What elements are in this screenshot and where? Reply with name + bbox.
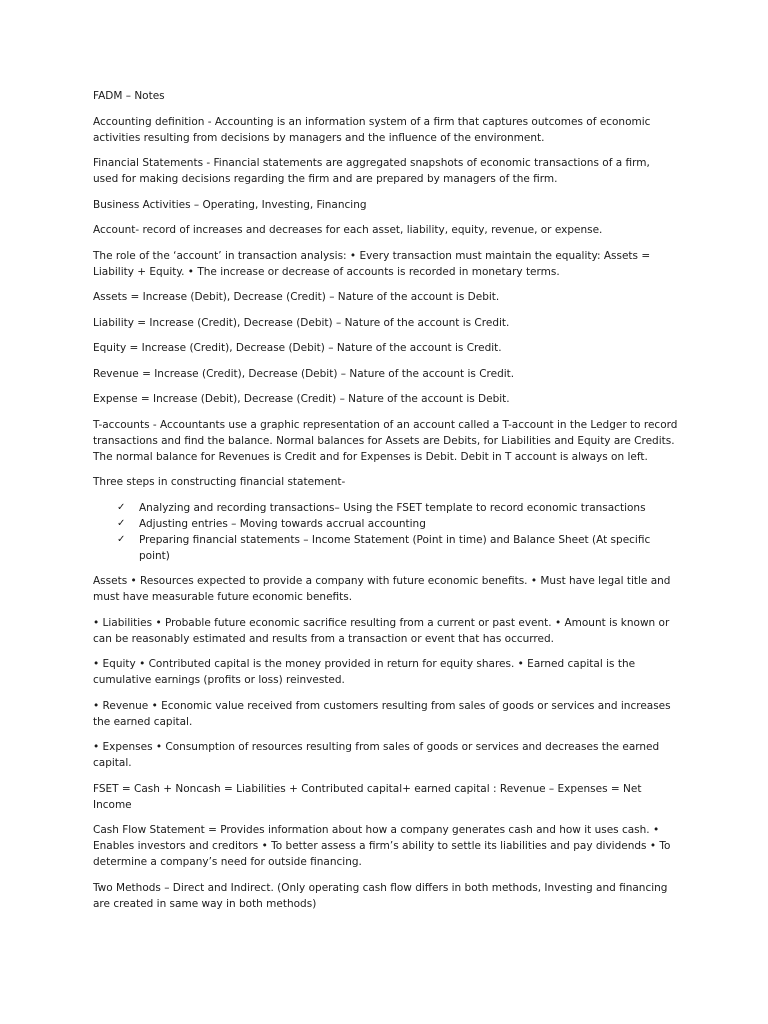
paragraph-liabilities: • Liabilities • Probable future economic sacrifice resulting from a current or past event. • Amount is known or can be reasonably estimated and results from a transaction or event that has occurred. xyxy=(93,616,670,645)
checklist-item xyxy=(93,516,678,532)
paragraph-revenue: • Revenue • Economic value received from customers resulting from sales of goods or services and increases the earned capital. xyxy=(93,699,671,728)
paragraph-t-accounts: T-accounts - Accountants use a graphic representation of an account called a T-account in the Ledger to record transactions and find the balance. Normal balances for Assets are Debits, for Liabilities and Equity are Credits. The normal balance for Revenues is Credit and for Expenses is Debit. Debit in T account is always on left. xyxy=(93,418,678,463)
paragraph-expense-rule: Expense = Increase (Debit), Decrease (Credit) – Nature of the account is Debit. xyxy=(93,393,510,405)
paragraph-expenses: • Expenses • Consumption of resources resulting from sales of goods or services and decreases the earned capital. xyxy=(93,741,660,769)
paragraph-accounting-definition: Accounting definition - Accounting is an information system of a firm that captures outcomes of economic activities resulting from decisions by managers and the influence of the environment. xyxy=(93,115,651,144)
document-title: FADM – Notes xyxy=(93,90,165,102)
check-mark-icon: ✓ xyxy=(117,533,126,545)
paragraph-fset: FSET = Cash + Noncash = Liabilities + Contributed capital+ earned capital : Revenue – Expenses = Net Income xyxy=(93,782,642,811)
paragraph-assets: Assets • Resources expected to provide a company with future economic benefits. • Must have legal title and must have measurable future economic benefits. xyxy=(93,575,671,603)
checklist-item-text: Adjusting entries – Moving towards accrual accounting xyxy=(139,517,426,530)
paragraph-equity-rule: Equity = Increase (Credit), Decrease (Debit) – Nature of the account is Credit. xyxy=(93,342,502,354)
paragraph-two-methods: Two Methods – Direct and Indirect. (Only operating cash flow differs in both methods, Investing and financing are created in same way in both methods) xyxy=(93,881,668,910)
paragraph-three-steps: Three steps in constructing financial statement- xyxy=(93,476,346,488)
paragraph-liability-rule: Liability = Increase (Credit), Decrease (Debit) – Nature of the account is Credit. xyxy=(93,316,510,329)
checklist-item-text: Analyzing and recording transactions– Using the FSET template to record economic transactions xyxy=(139,501,646,514)
paragraph-cash-flow-statement: Cash Flow Statement = Provides information about how a company generates cash and how it uses cash. • Enables investors and creditors • To better assess a firm’s ability to settle its liabilities and pay dividends • To determine a company’s need for outside financing. xyxy=(93,824,671,868)
paragraph-equity: • Equity • Contributed capital is the money provided in return for equity shares. • Earned capital is the cumulative earnings (profits or loss) reinvested. xyxy=(93,658,636,686)
checklist xyxy=(93,500,678,564)
paragraph-financial-statements: Financial Statements - Financial statements are aggregated snapshots of economic transactions of a firm, used for making decisions regarding the firm and are prepared by managers of the firm. xyxy=(93,157,650,185)
paragraph-account: Account- record of increases and decreases for each asset, liability, equity, revenue, or expense. xyxy=(93,224,603,236)
paragraph-role-of-account: The role of the ‘account’ in transaction analysis: • Every transaction must maintain the equality: Assets = Liability + Equity. • The increase or decrease of accounts is recorded in monetary terms. xyxy=(93,249,651,278)
check-mark-icon: ✓ xyxy=(117,501,126,513)
document-body xyxy=(93,88,678,921)
checklist-item xyxy=(93,532,678,564)
paragraph-assets-rule: Assets = Increase (Debit), Decrease (Credit) – Nature of the account is Debit. xyxy=(93,291,500,303)
checklist-item-text: Preparing financial statements – Income Statement (Point in time) and Balance Sheet (At specific point) xyxy=(139,533,651,562)
check-mark-icon: ✓ xyxy=(117,517,126,529)
paragraph-revenue-rule: Revenue = Increase (Credit), Decrease (Debit) – Nature of the account is Credit. xyxy=(93,367,515,380)
checklist-item xyxy=(93,500,678,516)
paragraph-business-activities: Business Activities – Operating, Investing, Financing xyxy=(93,198,367,211)
